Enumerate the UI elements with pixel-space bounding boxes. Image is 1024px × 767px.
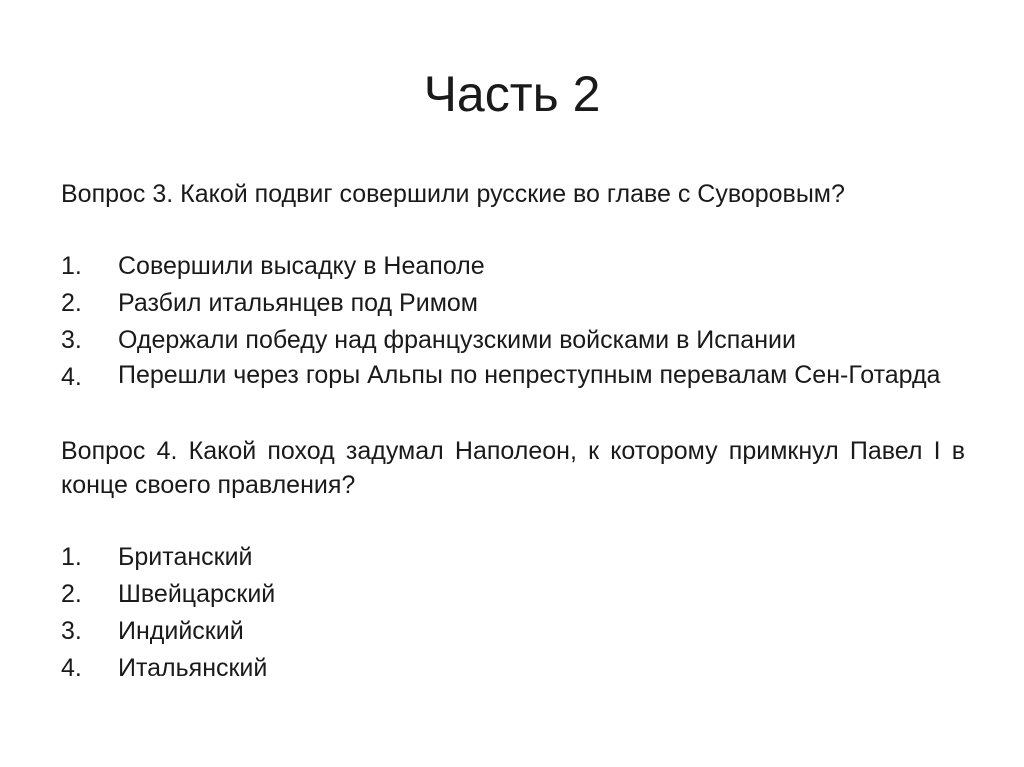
slide-title: Часть 2: [423, 66, 601, 122]
option-text: Швейцарский: [118, 580, 276, 608]
option-number: 3.: [61, 326, 82, 354]
list-item: [61, 577, 965, 611]
list-item: [61, 360, 965, 394]
option-text: Британский: [118, 543, 253, 571]
question-4-options: [61, 540, 965, 685]
list-item: [61, 323, 965, 357]
question-3-options: [61, 249, 965, 394]
question-3: Вопрос 3. Какой подвиг совершили русские во главе с Суворовым?: [61, 180, 845, 208]
option-text: Совершили высадку в Неаполе: [118, 252, 485, 280]
option-text: Итальянский: [118, 654, 268, 682]
option-number: 3.: [61, 617, 82, 645]
option-text: Индийский: [118, 617, 244, 645]
question-4: Вопрос 4. Какой поход задумал Наполеон, к которому примкнул Павел I в конце своего правления?: [61, 437, 965, 499]
option-number: 1.: [61, 252, 82, 280]
list-item: [61, 614, 965, 648]
option-number: 1.: [61, 543, 82, 571]
list-item: [61, 286, 965, 320]
option-text: Разбил итальянцев под Римом: [118, 289, 478, 317]
option-number: 2.: [61, 289, 82, 317]
option-number: 2.: [61, 580, 82, 608]
option-text: Перешли через горы Альпы по непреступным перевалам Сен-Готарда: [118, 361, 941, 389]
list-item: [61, 651, 965, 685]
list-item: [61, 540, 965, 574]
option-text: Одержали победу над французскими войсками в Испании: [118, 326, 796, 354]
option-number: 4.: [61, 363, 82, 391]
option-number: 4.: [61, 654, 82, 682]
list-item: [61, 249, 965, 283]
slide-content: [61, 177, 965, 688]
